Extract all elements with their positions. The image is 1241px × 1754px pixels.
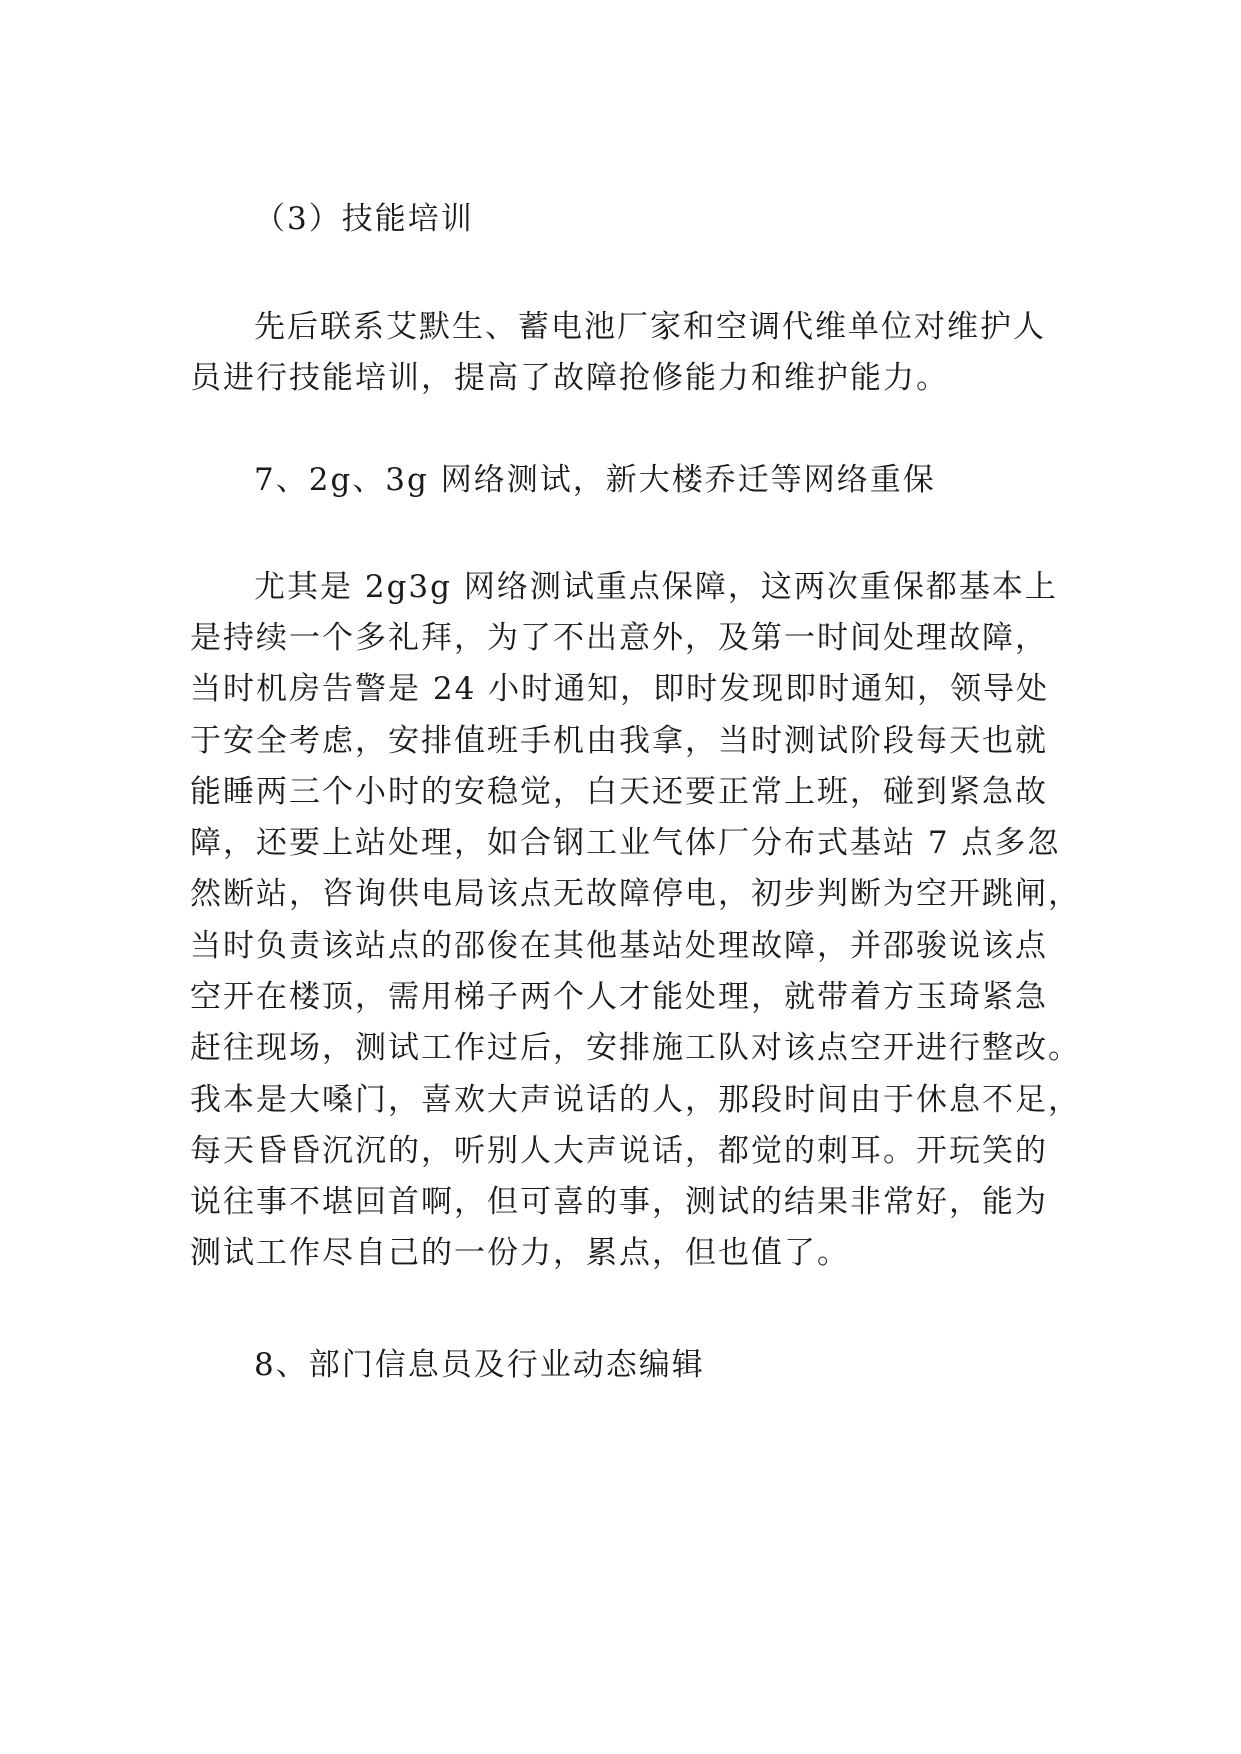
section-heading-network-test: 7、2g、3g 网络测试，新大楼乔迁等网络重保 (254, 462, 936, 498)
paragraph-line: 然断站，咨询供电局该点无故障停电，初步判断为空开跳闸， (190, 876, 1081, 912)
paragraph-line: 赶往现场，测试工作过后，安排施工队对该点空开进行整改。 (190, 1030, 1081, 1066)
paragraph-line: 当时负责该站点的邵俊在其他基站处理故障，并邵骏说该点 (190, 928, 1048, 964)
paragraph-line: 能睡两三个小时的安稳觉，白天还要正常上班，碰到紧急故 (190, 774, 1048, 810)
paragraph-line: 空开在楼顶，需用梯子两个人才能处理，就带着方玉琦紧急 (190, 979, 1048, 1015)
paragraph-line: 每天昏昏沉沉的，听别人大声说话，都觉的刺耳。开玩笑的 (190, 1133, 1048, 1169)
paragraph-line: 测试工作尽自己的一份力，累点，但也值了。 (190, 1235, 850, 1271)
section-heading-info-editor: 8、部门信息员及行业动态编辑 (254, 1347, 705, 1383)
section-heading-skill-training: （3）技能培训 (254, 201, 474, 237)
paragraph-line: 先后联系艾默生、蓄电池厂家和空调代维单位对维护人 (254, 309, 1046, 345)
paragraph-line: 员进行技能培训，提高了故障抢修能力和维护能力。 (190, 360, 949, 396)
paragraph-line: 尤其是 2g3g 网络测试重点保障，这两次重保都基本上 (254, 569, 1058, 605)
paragraph-line: 当时机房告警是 24 小时通知，即时发现即时通知，领导处 (190, 671, 1050, 707)
paragraph-line: 障，还要上站处理，如合钢工业气体厂分布式基站 7 点多忽 (190, 825, 1061, 861)
paragraph-line: 我本是大嗓门，喜欢大声说话的人，那段时间由于休息不足， (190, 1082, 1081, 1118)
paragraph-line: 是持续一个多礼拜，为了不出意外，及第一时间处理故障， (190, 620, 1048, 656)
paragraph-line: 说往事不堪回首啊，但可喜的事，测试的结果非常好，能为 (190, 1184, 1048, 1220)
paragraph-line: 于安全考虑，安排值班手机由我拿，当时测试阶段每天也就 (190, 723, 1048, 759)
